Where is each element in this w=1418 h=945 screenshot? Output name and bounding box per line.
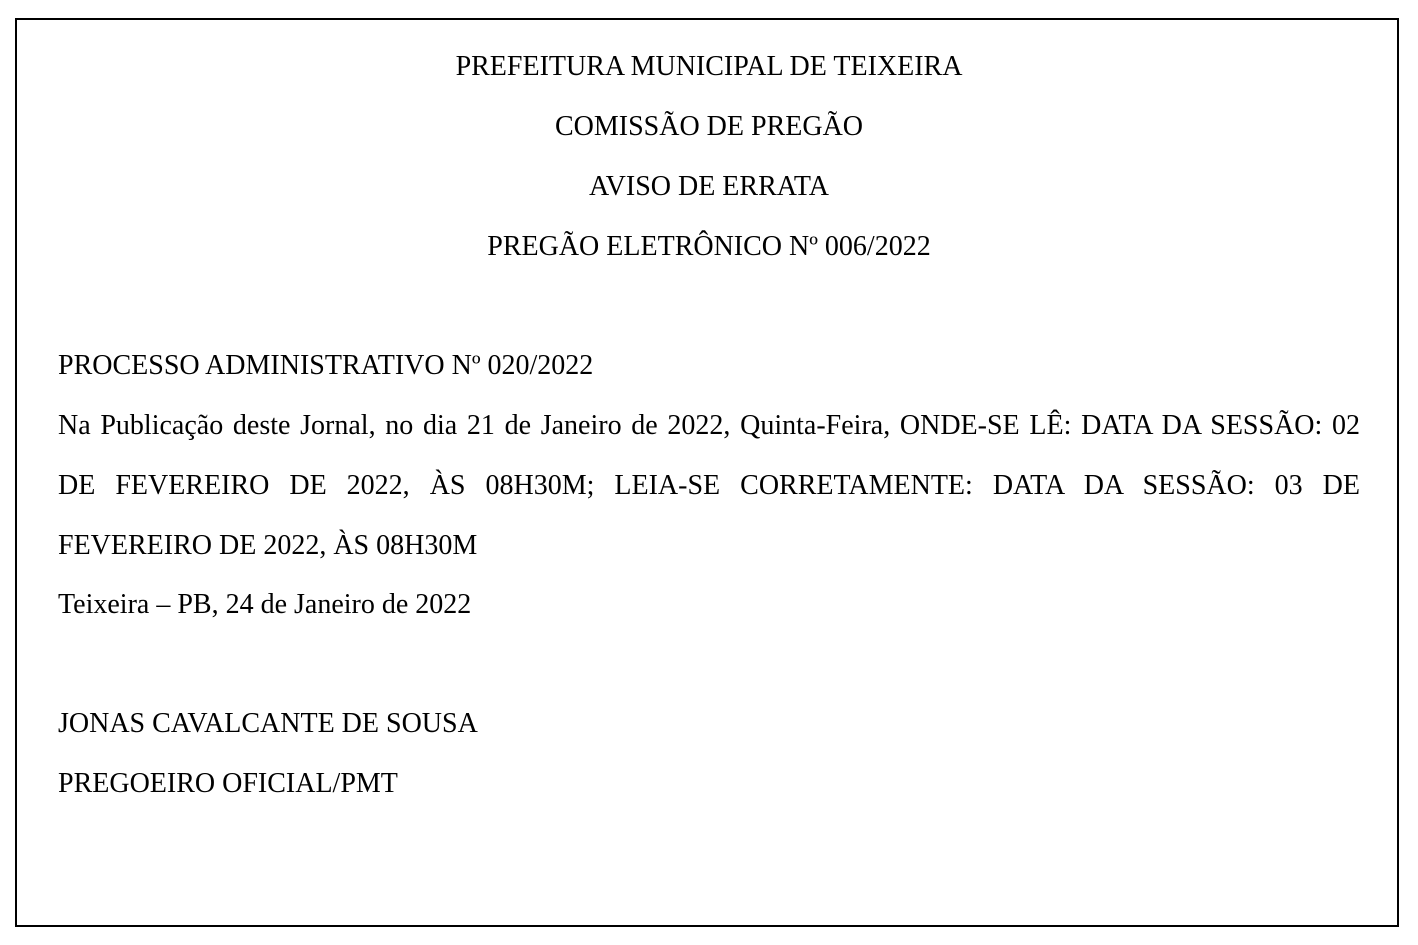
- header-tender-number: PREGÃO ELETRÔNICO Nº 006/2022: [487, 231, 931, 262]
- header-municipality: PREFEITURA MUNICIPAL DE TEIXEIRA: [455, 51, 963, 82]
- signatory-name: JONAS CAVALCANTE DE SOUSA: [58, 708, 478, 739]
- paragraph-line-3: FEVEREIRO DE 2022, ÀS 08H30M: [58, 530, 478, 561]
- header-commission: COMISSÃO DE PREGÃO: [554, 111, 864, 142]
- header-notice-title: AVISO DE ERRATA: [589, 171, 829, 202]
- process-number: PROCESSO ADMINISTRATIVO Nº 020/2022: [58, 350, 594, 381]
- paragraph-line-1: Na Publicação deste Jornal, no dia 21 de Janeiro de 2022, Quinta-Feira, ONDE-SE LÊ: DATA DA SESSÃO: 02: [58, 410, 1360, 441]
- signatory-role: PREGOEIRO OFICIAL/PMT: [58, 768, 398, 799]
- paragraph-line-2: DE FEVEREIRO DE 2022, ÀS 08H30M; LEIA-SE CORRETAMENTE: DATA DA SESSÃO: 03 DE: [58, 470, 1360, 501]
- place-and-date: Teixeira – PB, 24 de Janeiro de 2022: [58, 589, 472, 620]
